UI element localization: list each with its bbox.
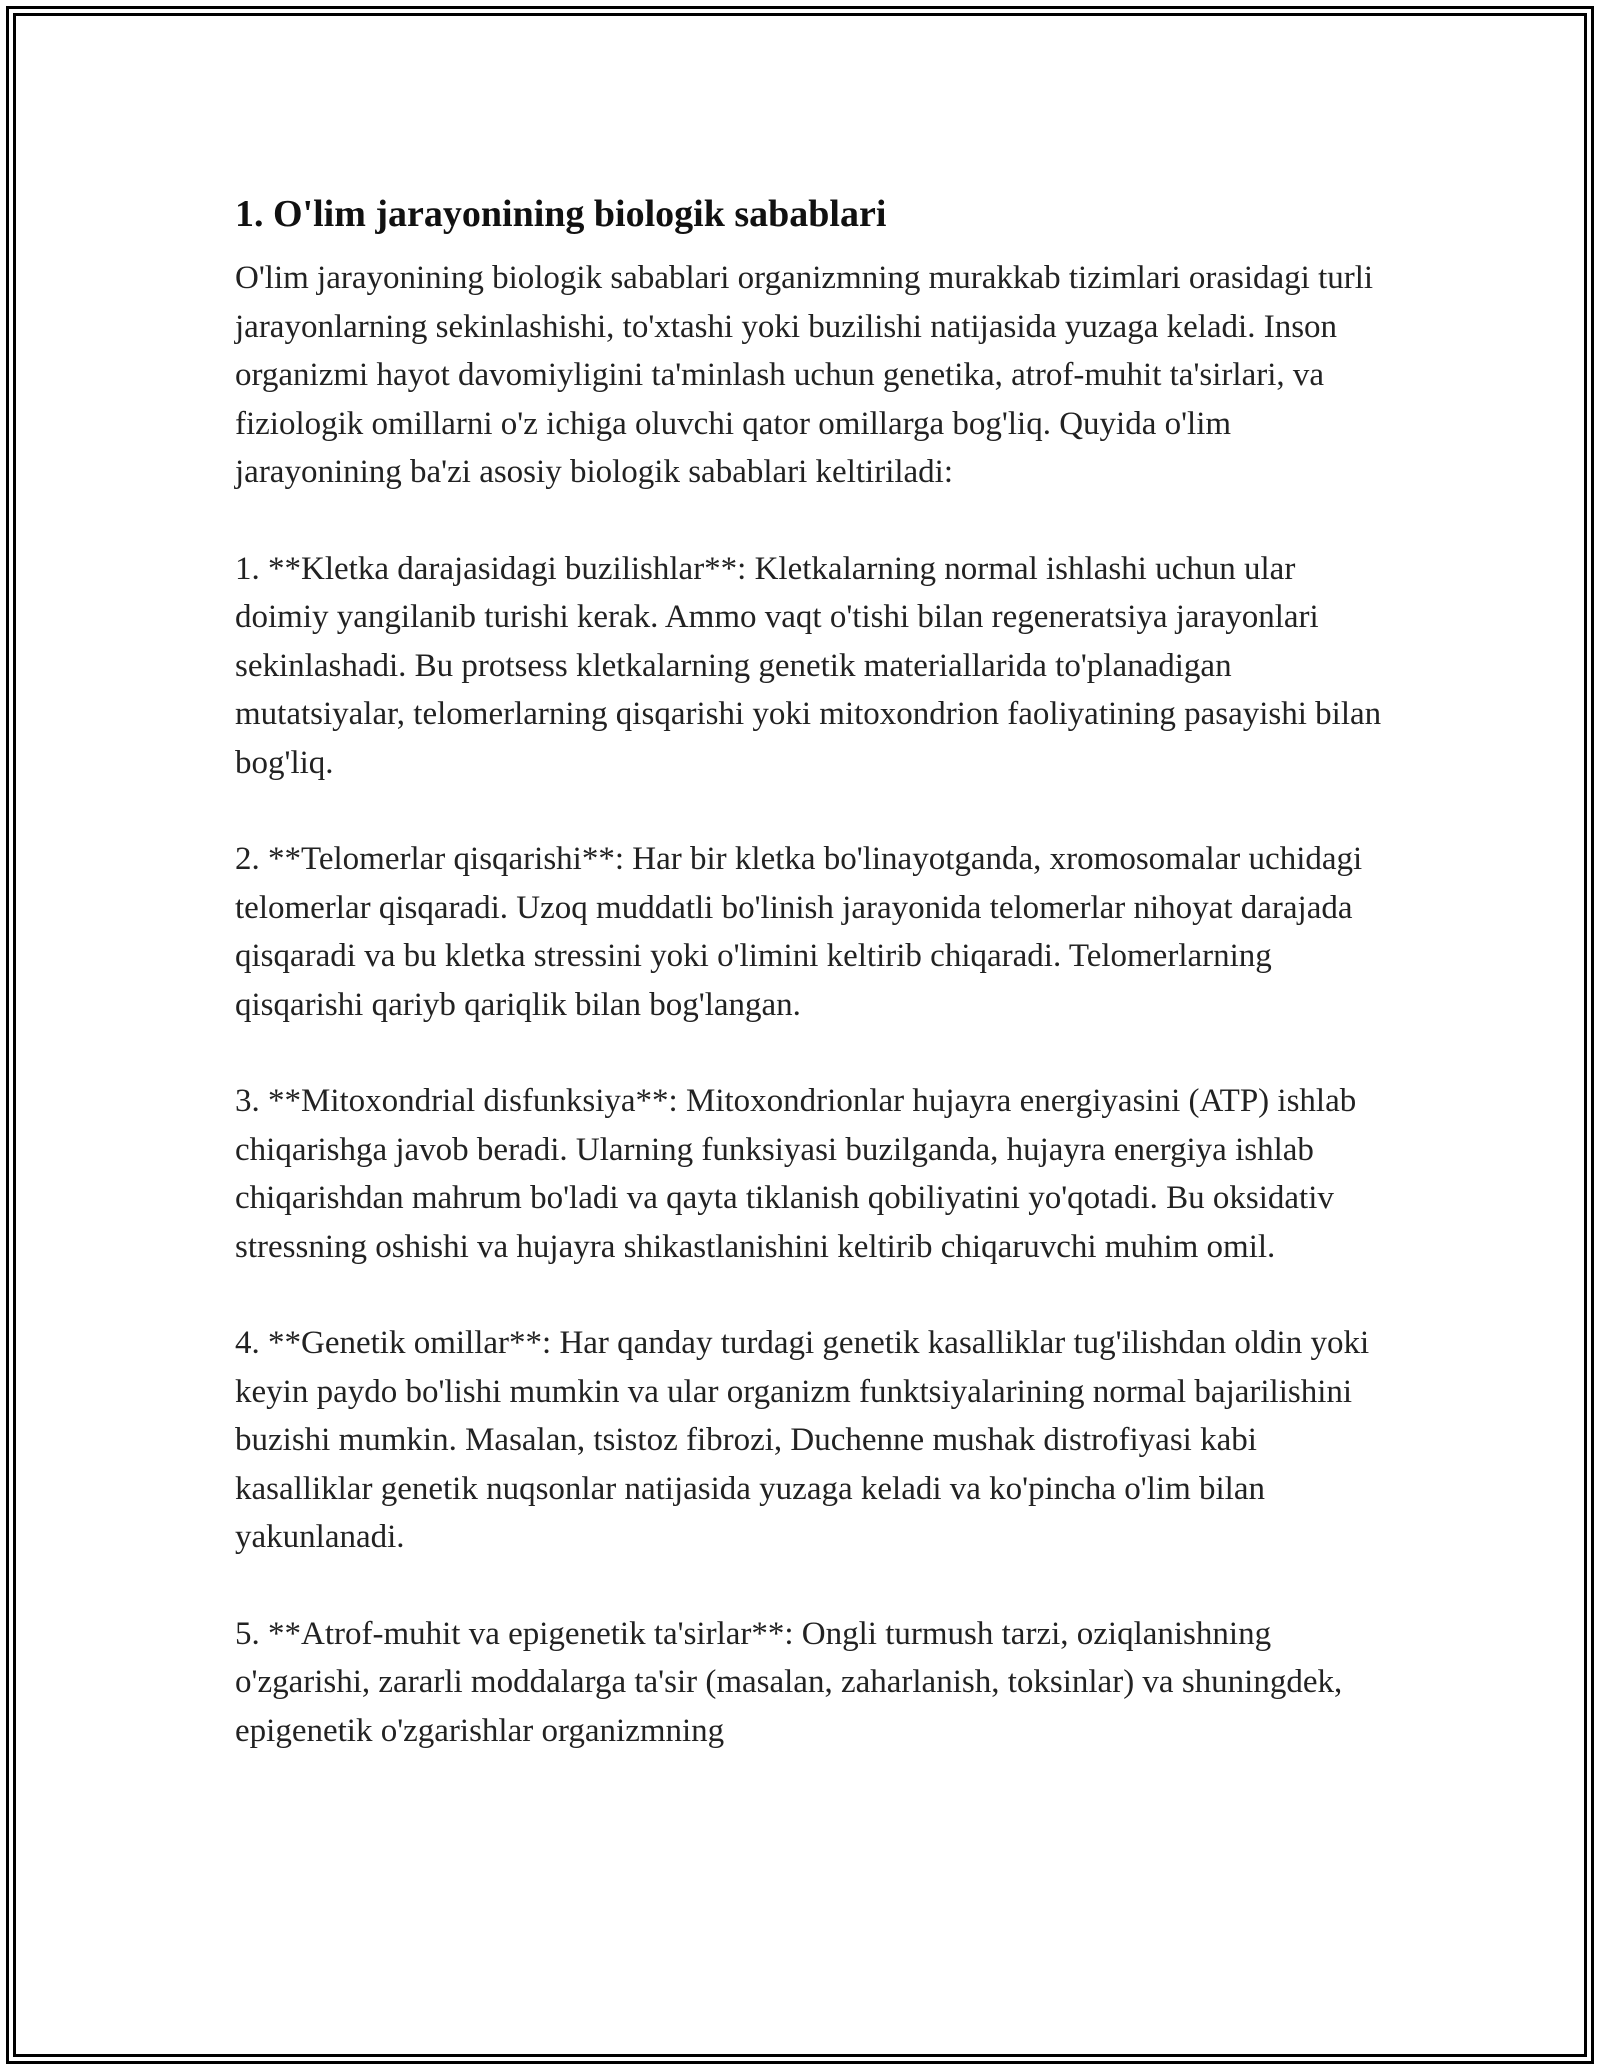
list-item-environment-epigenetics: 5. **Atrof-muhit va epigenetik ta'sirlar**: Ongli turmush tarzi, oziqlanishning o'zgarishi, zararli moddalarga ta'sir (masalan, zaharlanish, toksinlar) va shuningdek, epigenetik o'zgarishlar organizmning [235, 1615, 1343, 1749]
list-item-telomere-shortening: 2. **Telomerlar qisqarishi**: Har bir kletka bo'linayotganda, xromosomalar uchidagi telomerlar qisqaradi. Uzoq muddatli bo'linish jarayonida telomerlar nihoyat darajada qisqaradi va bu kletka stressini yoki o'limini keltirib chiqaradi. Telomerlarning qisqarishi qariyb qariqlik bilan bog'langan. [235, 841, 1363, 1023]
section-heading: 1. O'lim jarayonining biologik sabablari [235, 193, 887, 235]
list-item-cell-damage: 1. **Kletka darajasidagi buzilishlar**: Kletkalarning normal ishlashi uchun ular doimiy yangilanib turishi kerak. Ammo vaqt o'tishi bilan regeneratsiya jarayonlari sekinlashadi. Bu protsess kletkalarning genetik materiallarida to'planadigan mutatsiyalar, telomerlarning qisqarishi yoki mitoxondrion faoliyatining pasayishi bilan bog'liq. [235, 550, 1382, 781]
list-item-genetic-factors: 4. **Genetik omillar**: Har qanday turdagi genetik kasalliklar tug'ilishdan oldin yoki keyin paydo bo'lishi mumkin va ular organizm funktsiyalarining normal bajarilishini buzishi mumkin. Masalan, tsistoz fibrozi, Duchenne mushak distrofiyasi kabi kasalliklar genetik nuqsonlar natijasida yuzaga keladi va ko'pincha o'lim bilan yakunlanadi. [235, 1325, 1370, 1555]
document-body [235, 186, 1385, 1755]
list-item-mitochondrial-dysfunction: 3. **Mitoxondrial disfunksiya**: Mitoxondrionlar hujayra energiyasini (ATP) ishlab chiqarishga javob beradi. Ularning funksiyasi buzilganda, hujayra energiya ishlab chiqarishdan mahrum bo'ladi va qayta tiklanish qobiliyatini yo'qotadi. Bu oksidativ stressning oshishi va hujayra shikastlanishini keltirib chiqaruvchi muhim omil. [235, 1083, 1357, 1265]
intro-paragraph: O'lim jarayonining biologik sabablari organizmning murakkab tizimlari orasidagi turli jarayonlarning sekinlashishi, to'xtashi yoki buzilishi natijasida yuzaga keladi. Inson organizmi hayot davomiyligini ta'minlash uchun genetika, atrof-muhit ta'sirlari, va fiziologik omillarni o'z ichiga oluvchi qator omillarga bog'liq. Quyida o'lim jarayonining ba'zi asosiy biologik sabablari keltiriladi: [235, 260, 1374, 490]
